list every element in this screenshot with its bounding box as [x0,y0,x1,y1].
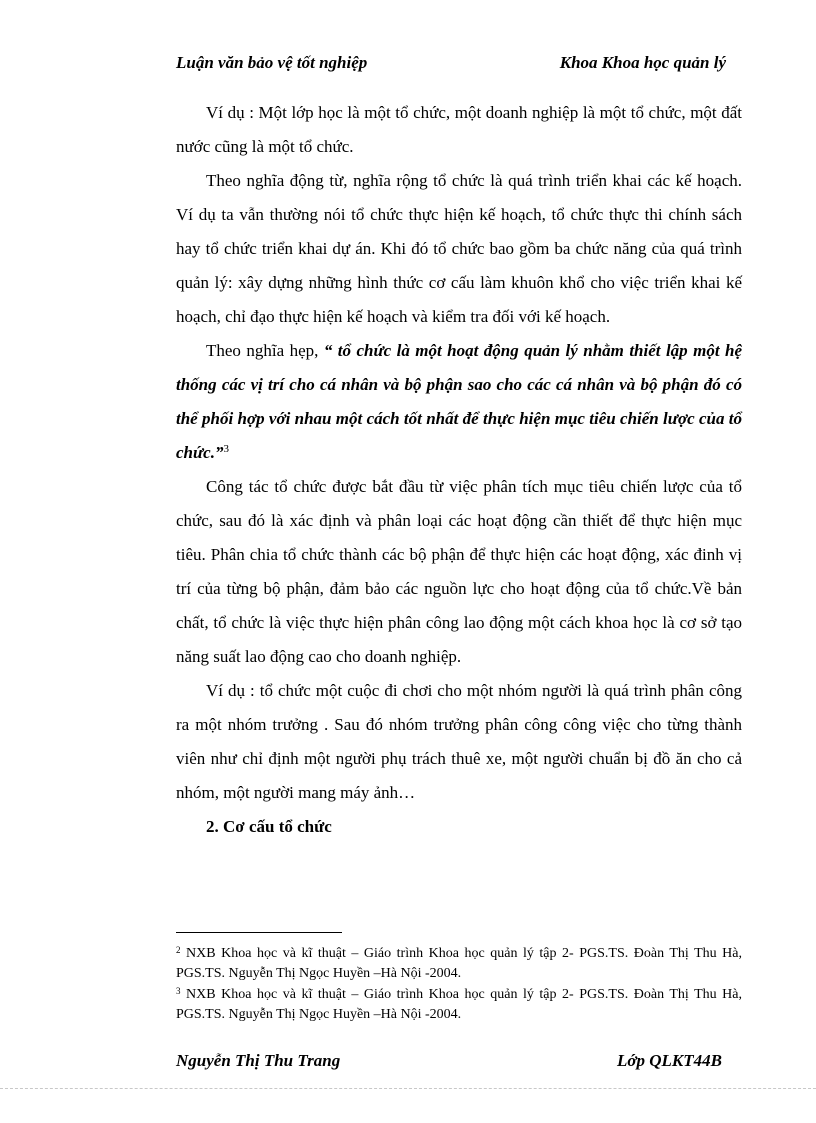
footnote-separator [176,932,342,933]
paragraph-narrow-meaning [176,334,742,470]
paragraph-organizing-work: Công tác tổ chức được bắt đầu từ việc phân tích mục tiêu chiến lược của tổ chức, sau đó là xác định và phân loại các hoạt động cần thiết để thực hiện mục tiêu. Phân chia tổ chức thành các bộ phận để thực hiện các hoạt động, xác đinh vị trí của từng bộ phận, đảm bảo các nguồn lực cho hoạt động của tổ chức.Về bản chất, tổ chức là việc thực hiện phân công lao động một cách khoa học là cơ sở tạo năng suất lao động cao cho doanh nghiệp. [176,477,742,666]
page-break-line [0,1088,816,1089]
footnotes [176,944,742,1026]
footnote-number: 2 [176,945,181,955]
page-footer [176,1051,722,1071]
page-body [176,96,742,844]
paragraph-broad-meaning: Theo nghĩa động từ, nghĩa rộng tổ chức là quá trình triển khai các kế hoạch. Ví dụ ta vẫn thường nói tổ chức thực hiện kế hoạch, tổ chức thực thi chính sách hay tổ chức triển khai dự án. Khi đó tổ chức bao gồm ba chức năng của quá trình quản lý: xây dựng những hình thức cơ cấu làm khuôn khổ cho việc triển khai kế hoạch, chỉ đạo thực hiện kế hoạch và kiểm tra đối với kế hoạch. [176,171,742,326]
footnote-text: NXB Khoa học và kĩ thuật – Giáo trình Khoa học quản lý tập 2- PGS.TS. Đoàn Thị Thu Hà, PGS.TS. Nguyễn Thị Ngọc Huyền –Hà Nội -2004. [176,946,742,981]
footnote-ref-3: 3 [223,443,229,455]
footnote-item [176,944,742,984]
page-header [176,53,726,73]
section-heading: 2. Cơ cấu tổ chức [206,817,332,836]
footer-author: Nguyễn Thị Thu Trang [176,1051,341,1070]
footnote-text: NXB Khoa học và kĩ thuật – Giáo trình Khoa học quản lý tập 2- PGS.TS. Đoàn Thị Thu Hà, PGS.TS. Nguyễn Thị Ngọc Huyền –Hà Nội -2004. [176,987,742,1022]
narrow-meaning-definition: “ tổ chức là một hoạt động quản lý nhằm thiết lập một hệ thống các vị trí cho cá nhân và bộ phận sao cho các cá nhân và bộ phận đó có thể phối hợp với nhau một cách tốt nhất để thực hiện mục tiêu chiến lược của tổ chức.” [176,341,743,462]
paragraph-example-1: Ví dụ : Một lớp học là một tổ chức, một doanh nghiệp là một tổ chức, một đất nước cũng là một tổ chức. [176,103,742,156]
narrow-meaning-lead: Theo nghĩa hẹp, [206,341,319,360]
footnote-number: 3 [176,986,181,996]
footnote-item [176,985,742,1025]
paragraph-example-2: Ví dụ : tổ chức một cuộc đi chơi cho một nhóm người là quá trình phân công ra một nhóm trưởng . Sau đó nhóm trưởng phân công công việc cho từng thành viên như chỉ định một người phụ trách thuê xe, một người chuẩn bị đồ ăn cho cả nhóm, một người mang máy ảnh… [176,681,742,802]
footer-class: Lớp QLKT44B [617,1051,722,1070]
header-thesis-title: Luận văn bảo vệ tốt nghiệp [176,53,368,72]
header-faculty: Khoa Khoa học quản lý [559,53,726,72]
